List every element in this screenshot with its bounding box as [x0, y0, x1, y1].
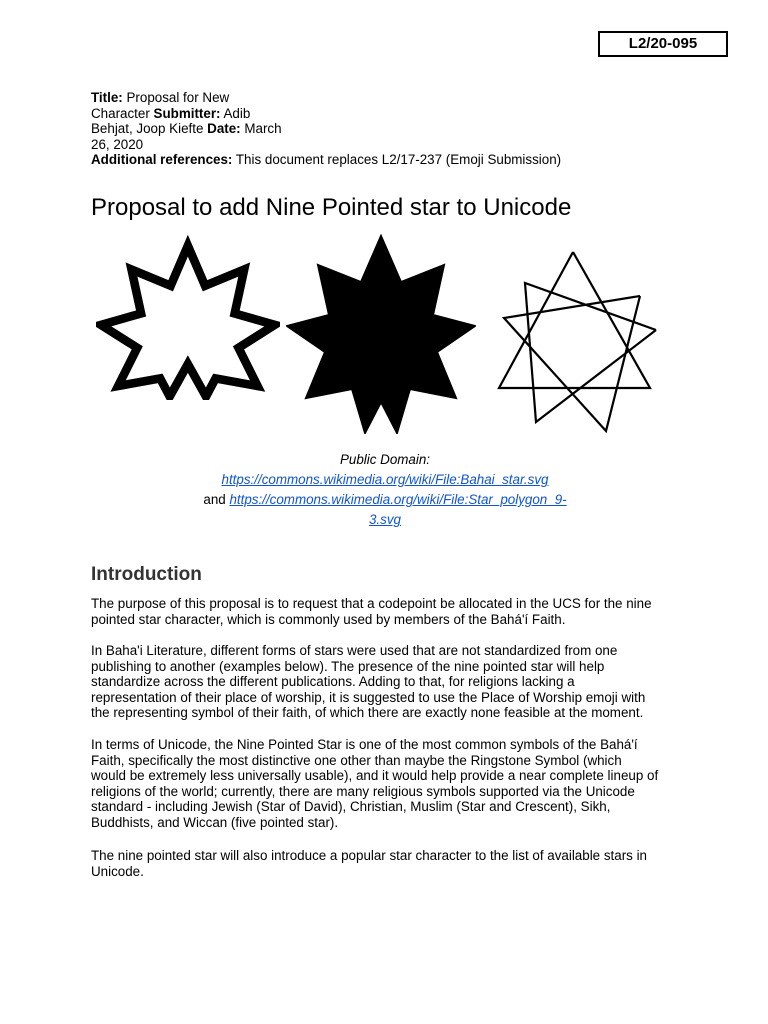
paragraph-line: The purpose of this proposal is to request that a codepoint be allocated in the UCS for the nine — [91, 596, 652, 611]
metadata-line-4 — [91, 137, 301, 153]
star-figures — [96, 234, 668, 434]
caption-line-2 — [190, 470, 580, 490]
metadata-line-5 — [91, 152, 561, 168]
star-polygon-link-part2[interactable]: 3.svg — [368, 512, 401, 527]
references-value: This document replaces L2/17-237 (Emoji Submission) — [235, 152, 562, 168]
intro-paragraph-3 — [91, 737, 681, 831]
paragraph-line: Faith, specifically the most distinctive one other than maybe the Ringstone Symbol (which — [91, 752, 622, 768]
caption-and: and — [203, 492, 226, 507]
paragraph-line: standard - including Jewish (Star of David), Christian, Muslim (Star and Crescent), Sikh, — [91, 799, 611, 815]
intro-paragraph-4 — [91, 848, 681, 879]
title-value-part1: Proposal for New — [126, 90, 230, 105]
outline-nine-pointed-star-icon — [96, 234, 280, 405]
intro-paragraph-2 — [91, 643, 681, 721]
date-value-part2: 26, 2020 — [91, 136, 144, 152]
title-value-part2: Character — [91, 105, 150, 121]
paragraph-line: would be extremely less universally usable), and it would help provide a near complete lineup of — [91, 768, 659, 784]
page-title: Proposal to add Nine Pointed star to Unicode — [91, 194, 572, 221]
metadata-line-3 — [91, 121, 301, 137]
caption-line-4 — [190, 510, 580, 530]
caption-line-3 — [190, 490, 580, 510]
paragraph-line: Buddhists, and Wiccan (five pointed star). — [91, 814, 339, 830]
paragraph-line: In terms of Unicode, the Nine Pointed Star is one of the most common symbols of the Bahá'í — [91, 737, 638, 752]
metadata-line-2 — [91, 106, 301, 122]
paragraph-line: The nine pointed star will also introduce a popular star character to the list of available stars in — [91, 848, 648, 863]
metadata-line-1 — [91, 90, 301, 106]
star-polygon-9-3-icon — [484, 234, 664, 439]
date-value-part1: March — [244, 121, 282, 137]
paragraph-line: pointed star character, which is commonly used by members of the Bahá'í Faith. — [91, 611, 566, 627]
star-polygon-link-part1[interactable]: https://commons.wikimedia.org/wiki/File:Star_polygon_9- — [229, 492, 567, 507]
submitter-value-part1: Adib — [223, 105, 251, 121]
references-label: Additional references: — [91, 152, 233, 168]
bahai-star-link[interactable]: https://commons.wikimedia.org/wiki/File:Bahai_star.svg — [221, 472, 549, 487]
paragraph-line: standardize across the different publications. Adding to that, for religions lacking a — [91, 674, 575, 690]
title-label: Title: — [91, 90, 123, 105]
submitter-label: Submitter: — [153, 105, 221, 121]
document-metadata — [91, 90, 561, 168]
figure-caption — [190, 450, 580, 530]
metadata-narrow-block — [91, 90, 301, 152]
paragraph-line: religions of the world; currently, there are many religious symbols supported via the Unicode — [91, 783, 635, 799]
caption-line-1 — [190, 450, 580, 470]
date-label: Date: — [207, 121, 241, 137]
paragraph-line: representation of their place of worship, it is suggested to use the Place of Worship emoji with — [91, 689, 646, 705]
caption-label: Public Domain: — [339, 452, 431, 467]
submitter-value-part2: Behjat, Joop Kiefte — [91, 121, 204, 137]
paragraph-line: Unicode. — [91, 863, 144, 879]
intro-paragraph-1 — [91, 596, 681, 627]
paragraph-line: publishing to another (examples below). The presence of the nine pointed star will help — [91, 658, 605, 674]
filled-nine-pointed-star-icon — [286, 234, 476, 439]
introduction-heading: Introduction — [91, 564, 202, 585]
paragraph-line: the representing symbol of their faith, of which there are exactly none feasible at the moment. — [91, 705, 644, 721]
paragraph-line: In Baha'i Literature, different forms of stars were used that are not standardized from one — [91, 643, 618, 658]
document-id-box: L2/20-095 — [598, 31, 728, 57]
